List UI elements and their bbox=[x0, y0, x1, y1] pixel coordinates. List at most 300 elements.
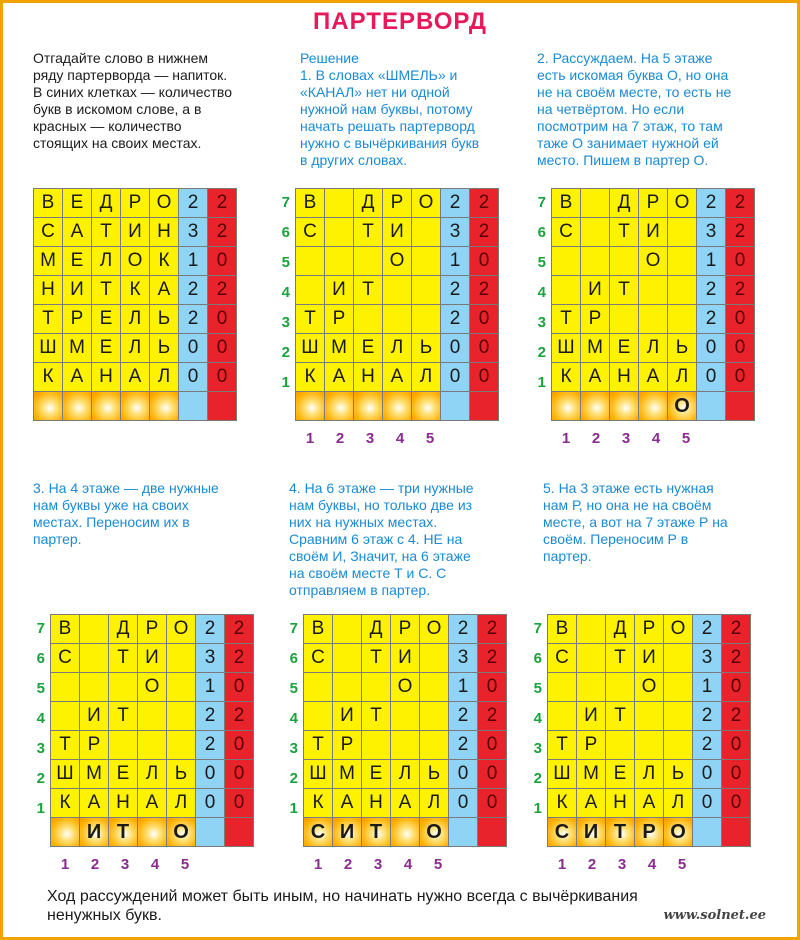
website-link[interactable]: www.solnet.ee bbox=[663, 908, 766, 923]
blue-count-cell: 0 bbox=[697, 334, 726, 363]
floor-label: 3 bbox=[533, 740, 542, 757]
letter-cell bbox=[668, 305, 697, 334]
parter-cell bbox=[552, 392, 581, 421]
floor-row bbox=[34, 189, 237, 218]
position-labels bbox=[551, 430, 701, 447]
blue-count-cell: 0 bbox=[179, 334, 208, 363]
letter-cell: И bbox=[138, 644, 167, 673]
red-count-cell: 2 bbox=[726, 189, 755, 218]
floor-label: 2 bbox=[537, 344, 546, 361]
letter-cell bbox=[354, 247, 383, 276]
letter-cell: И bbox=[577, 702, 606, 731]
letter-cell: В bbox=[552, 189, 581, 218]
letter-cell: Д bbox=[362, 615, 391, 644]
floor-row bbox=[51, 673, 254, 702]
letter-cell: Т bbox=[109, 644, 138, 673]
floor-label: 6 bbox=[281, 224, 290, 241]
letter-cell: Т bbox=[610, 276, 639, 305]
blue-count-cell: 2 bbox=[697, 305, 726, 334]
letter-cell: Л bbox=[121, 305, 150, 334]
letter-cell: Е bbox=[92, 305, 121, 334]
letter-cell: Л bbox=[383, 334, 412, 363]
letter-cell: О bbox=[150, 189, 179, 218]
letter-cell: Д bbox=[109, 615, 138, 644]
floor-labels bbox=[526, 188, 546, 398]
letter-cell bbox=[668, 247, 697, 276]
blue-count-cell: 3 bbox=[697, 218, 726, 247]
letter-cell bbox=[51, 702, 80, 731]
blue-count-cell: 3 bbox=[693, 644, 722, 673]
floor-label: 4 bbox=[281, 284, 290, 301]
position-labels bbox=[50, 856, 200, 873]
letter-cell: Н bbox=[354, 363, 383, 392]
floor-label: 5 bbox=[289, 680, 298, 697]
red-count-cell: 0 bbox=[225, 731, 254, 760]
blue-count-cell: 0 bbox=[179, 363, 208, 392]
letter-cell: Т bbox=[552, 305, 581, 334]
red-count-cell: 0 bbox=[726, 247, 755, 276]
floor-label: 6 bbox=[533, 650, 542, 667]
letter-cell: Е bbox=[354, 334, 383, 363]
floor-row bbox=[34, 218, 237, 247]
parter-row bbox=[51, 818, 254, 847]
parter-row bbox=[552, 392, 755, 421]
floor-row bbox=[34, 334, 237, 363]
red-count-cell: 0 bbox=[208, 334, 237, 363]
position-label: 3 bbox=[373, 856, 383, 873]
floor-label: 3 bbox=[289, 740, 298, 757]
parter-cell: С bbox=[304, 818, 333, 847]
letter-cell: С bbox=[304, 644, 333, 673]
letter-cell: Н bbox=[150, 218, 179, 247]
position-label: 2 bbox=[343, 856, 353, 873]
letter-cell bbox=[412, 218, 441, 247]
position-label: 1 bbox=[561, 430, 571, 447]
floor-labels bbox=[278, 614, 298, 824]
blue-count-cell: 3 bbox=[449, 644, 478, 673]
floor-row bbox=[548, 731, 751, 760]
letter-cell: Ь bbox=[150, 305, 179, 334]
floor-label: 6 bbox=[537, 224, 546, 241]
letter-cell: Н bbox=[109, 789, 138, 818]
position-label: 4 bbox=[395, 430, 405, 447]
letter-cell: Р bbox=[577, 731, 606, 760]
floor-row bbox=[34, 276, 237, 305]
letter-cell: Т bbox=[548, 731, 577, 760]
parter-row bbox=[548, 818, 751, 847]
letter-cell: М bbox=[333, 760, 362, 789]
letter-cell: Е bbox=[92, 334, 121, 363]
letter-cell: О bbox=[138, 673, 167, 702]
letter-cell: И bbox=[80, 702, 109, 731]
letter-cell bbox=[610, 305, 639, 334]
red-count-cell: 2 bbox=[722, 615, 751, 644]
floor-label: 7 bbox=[533, 620, 542, 637]
floor-row bbox=[51, 789, 254, 818]
letter-cell bbox=[581, 247, 610, 276]
red-count-cell: 2 bbox=[225, 615, 254, 644]
blue-count-cell: 2 bbox=[449, 615, 478, 644]
floor-labels bbox=[522, 614, 542, 824]
position-label: 5 bbox=[425, 430, 435, 447]
floor-row bbox=[548, 760, 751, 789]
letter-cell: Р bbox=[391, 615, 420, 644]
blue-count-cell: 0 bbox=[693, 789, 722, 818]
letter-cell: Л bbox=[121, 334, 150, 363]
letter-cell: Р bbox=[333, 731, 362, 760]
parter-cell: О bbox=[167, 818, 196, 847]
floor-label: 3 bbox=[36, 740, 45, 757]
floor-row bbox=[548, 644, 751, 673]
letter-cell: О bbox=[635, 673, 664, 702]
letter-cell: А bbox=[63, 363, 92, 392]
blue-count-cell: 2 bbox=[196, 731, 225, 760]
floor-row bbox=[304, 702, 507, 731]
letter-cell: Ь bbox=[412, 334, 441, 363]
blue-count-cell: 0 bbox=[441, 334, 470, 363]
letter-cell: О bbox=[420, 615, 449, 644]
position-label: 2 bbox=[587, 856, 597, 873]
letter-cell: Р bbox=[63, 305, 92, 334]
letter-cell: Ш bbox=[34, 334, 63, 363]
floor-label: 2 bbox=[36, 770, 45, 787]
letter-cell: Л bbox=[167, 789, 196, 818]
letter-cell: И bbox=[639, 218, 668, 247]
letter-cell: А bbox=[391, 789, 420, 818]
red-count-cell: 2 bbox=[470, 218, 499, 247]
position-label: 4 bbox=[647, 856, 657, 873]
floor-label: 4 bbox=[533, 710, 542, 727]
letter-cell bbox=[420, 673, 449, 702]
red-count-cell: 0 bbox=[470, 305, 499, 334]
blue-count-cell: 1 bbox=[693, 673, 722, 702]
letter-cell: К bbox=[548, 789, 577, 818]
letter-cell bbox=[109, 673, 138, 702]
blue-count-cell: 3 bbox=[196, 644, 225, 673]
position-label: 5 bbox=[677, 856, 687, 873]
blue-count-cell: 3 bbox=[179, 218, 208, 247]
letter-cell: А bbox=[333, 789, 362, 818]
partervord-grid bbox=[50, 614, 254, 847]
letter-cell bbox=[325, 189, 354, 218]
position-label: 1 bbox=[305, 430, 315, 447]
letter-cell bbox=[296, 276, 325, 305]
letter-cell: Н bbox=[610, 363, 639, 392]
parter-cell bbox=[63, 392, 92, 421]
floor-row bbox=[34, 305, 237, 334]
blue-count-cell: 1 bbox=[196, 673, 225, 702]
letter-cell: О bbox=[383, 247, 412, 276]
parter-cell: И bbox=[333, 818, 362, 847]
position-label: 4 bbox=[651, 430, 661, 447]
red-count-cell: 2 bbox=[478, 615, 507, 644]
blue-count-cell: 2 bbox=[697, 276, 726, 305]
floor-row bbox=[552, 305, 755, 334]
letter-cell: Р bbox=[639, 189, 668, 218]
red-count-cell: 0 bbox=[470, 334, 499, 363]
parter-cell bbox=[391, 818, 420, 847]
floor-row bbox=[552, 363, 755, 392]
letter-cell: Л bbox=[412, 363, 441, 392]
blue-count-cell: 0 bbox=[449, 760, 478, 789]
blue-empty-cell bbox=[196, 818, 225, 847]
letter-cell bbox=[577, 644, 606, 673]
letter-cell: Ь bbox=[150, 334, 179, 363]
floor-label: 2 bbox=[281, 344, 290, 361]
letter-cell: В bbox=[51, 615, 80, 644]
floor-label: 4 bbox=[537, 284, 546, 301]
letter-cell: Т bbox=[51, 731, 80, 760]
letter-cell bbox=[304, 702, 333, 731]
letter-cell bbox=[668, 218, 697, 247]
parter-cell bbox=[121, 392, 150, 421]
parter-cell bbox=[610, 392, 639, 421]
floor-row bbox=[304, 731, 507, 760]
letter-cell bbox=[635, 731, 664, 760]
red-count-cell: 2 bbox=[726, 276, 755, 305]
letter-cell: О bbox=[639, 247, 668, 276]
letter-cell: Т bbox=[34, 305, 63, 334]
letter-cell: Р bbox=[80, 731, 109, 760]
letter-cell: Р bbox=[635, 615, 664, 644]
letter-cell: С bbox=[548, 644, 577, 673]
letter-cell bbox=[167, 644, 196, 673]
floor-row bbox=[304, 644, 507, 673]
red-count-cell: 2 bbox=[208, 189, 237, 218]
position-labels bbox=[303, 856, 453, 873]
red-empty-cell bbox=[478, 818, 507, 847]
letter-cell bbox=[420, 702, 449, 731]
parter-cell bbox=[150, 392, 179, 421]
parter-cell bbox=[325, 392, 354, 421]
letter-cell: Е bbox=[63, 247, 92, 276]
parter-cell bbox=[34, 392, 63, 421]
red-count-cell: 2 bbox=[470, 276, 499, 305]
floor-label: 2 bbox=[533, 770, 542, 787]
letter-cell: Т bbox=[362, 702, 391, 731]
floor-row bbox=[51, 644, 254, 673]
letter-cell bbox=[362, 731, 391, 760]
blue-empty-cell bbox=[693, 818, 722, 847]
letter-cell bbox=[639, 276, 668, 305]
blue-count-cell: 2 bbox=[449, 731, 478, 760]
letter-cell bbox=[577, 615, 606, 644]
letter-cell bbox=[610, 247, 639, 276]
letter-cell bbox=[581, 189, 610, 218]
letter-cell: К bbox=[51, 789, 80, 818]
floor-row bbox=[51, 702, 254, 731]
red-count-cell: 0 bbox=[225, 760, 254, 789]
letter-cell: Н bbox=[34, 276, 63, 305]
floor-row bbox=[552, 334, 755, 363]
step-5-text: 5. На 3 этаже есть нужная нам Р, но она не на своём месте, а вот на 7 этаже Р на своём. Переносим Р в партер. bbox=[543, 480, 728, 564]
floor-label: 7 bbox=[281, 194, 290, 211]
letter-cell: О bbox=[167, 615, 196, 644]
floor-row bbox=[548, 702, 751, 731]
floor-row bbox=[548, 615, 751, 644]
letter-cell bbox=[167, 702, 196, 731]
letter-cell bbox=[420, 644, 449, 673]
parter-cell bbox=[581, 392, 610, 421]
letter-cell: Р bbox=[138, 615, 167, 644]
letter-cell: А bbox=[581, 363, 610, 392]
letter-cell bbox=[333, 673, 362, 702]
blue-count-cell: 2 bbox=[441, 305, 470, 334]
blue-empty-cell bbox=[179, 392, 208, 421]
letter-cell: Р bbox=[581, 305, 610, 334]
letter-cell: С bbox=[34, 218, 63, 247]
letter-cell: Т bbox=[354, 276, 383, 305]
letter-cell: С bbox=[296, 218, 325, 247]
floor-row bbox=[296, 218, 499, 247]
red-count-cell: 2 bbox=[208, 276, 237, 305]
position-label: 3 bbox=[617, 856, 627, 873]
letter-cell: Н bbox=[92, 363, 121, 392]
floor-label: 5 bbox=[281, 254, 290, 271]
letter-cell: Л bbox=[420, 789, 449, 818]
letter-cell: Е bbox=[362, 760, 391, 789]
letter-cell: А bbox=[121, 363, 150, 392]
red-count-cell: 2 bbox=[722, 702, 751, 731]
floor-label: 1 bbox=[289, 800, 298, 817]
partervord-grid bbox=[303, 614, 507, 847]
letter-cell: А bbox=[150, 276, 179, 305]
letter-cell bbox=[80, 673, 109, 702]
letter-cell: А bbox=[577, 789, 606, 818]
letter-cell bbox=[548, 702, 577, 731]
blue-count-cell: 2 bbox=[693, 615, 722, 644]
red-count-cell: 0 bbox=[470, 363, 499, 392]
red-count-cell: 2 bbox=[478, 702, 507, 731]
letter-cell bbox=[80, 644, 109, 673]
blue-count-cell: 2 bbox=[179, 305, 208, 334]
letter-cell bbox=[664, 644, 693, 673]
red-count-cell: 0 bbox=[722, 789, 751, 818]
blue-count-cell: 1 bbox=[179, 247, 208, 276]
red-count-cell: 0 bbox=[478, 673, 507, 702]
floor-label: 4 bbox=[289, 710, 298, 727]
letter-cell: А bbox=[635, 789, 664, 818]
blue-count-cell: 0 bbox=[449, 789, 478, 818]
letter-cell bbox=[668, 276, 697, 305]
letter-cell bbox=[577, 673, 606, 702]
position-label: 4 bbox=[150, 856, 160, 873]
red-count-cell: 2 bbox=[478, 644, 507, 673]
letter-cell bbox=[333, 644, 362, 673]
letter-cell: С bbox=[552, 218, 581, 247]
letter-cell bbox=[548, 673, 577, 702]
letter-cell bbox=[635, 702, 664, 731]
blue-count-cell: 2 bbox=[693, 731, 722, 760]
blue-count-cell: 2 bbox=[179, 276, 208, 305]
letter-cell bbox=[325, 218, 354, 247]
letter-cell bbox=[138, 702, 167, 731]
letter-cell bbox=[354, 305, 383, 334]
position-label: 2 bbox=[335, 430, 345, 447]
blue-count-cell: 2 bbox=[449, 702, 478, 731]
blue-empty-cell bbox=[697, 392, 726, 421]
step-3-text: 3. На 4 этаже — две нужные нам буквы уже на своих местах. Переносим их в партер. bbox=[33, 480, 219, 547]
letter-cell bbox=[664, 702, 693, 731]
red-empty-cell bbox=[208, 392, 237, 421]
position-label: 5 bbox=[180, 856, 190, 873]
blue-count-cell: 1 bbox=[449, 673, 478, 702]
letter-cell: Т bbox=[362, 644, 391, 673]
parter-cell bbox=[354, 392, 383, 421]
letter-cell bbox=[606, 731, 635, 760]
letter-cell: Н bbox=[606, 789, 635, 818]
position-label: 2 bbox=[90, 856, 100, 873]
letter-cell: О bbox=[121, 247, 150, 276]
floor-row bbox=[552, 218, 755, 247]
red-count-cell: 2 bbox=[726, 218, 755, 247]
floor-row bbox=[552, 189, 755, 218]
floor-row bbox=[296, 189, 499, 218]
parter-cell: О bbox=[664, 818, 693, 847]
letter-cell: Т bbox=[610, 218, 639, 247]
letter-cell: Т bbox=[92, 218, 121, 247]
letter-cell bbox=[167, 673, 196, 702]
red-count-cell: 2 bbox=[722, 644, 751, 673]
parter-cell: С bbox=[548, 818, 577, 847]
position-labels bbox=[295, 430, 445, 447]
letter-cell: Д bbox=[92, 189, 121, 218]
letter-cell bbox=[296, 247, 325, 276]
blue-count-cell: 3 bbox=[441, 218, 470, 247]
partervord-grid bbox=[547, 614, 751, 847]
letter-cell bbox=[325, 247, 354, 276]
position-label: 3 bbox=[365, 430, 375, 447]
letter-cell: Р bbox=[383, 189, 412, 218]
blue-count-cell: 1 bbox=[441, 247, 470, 276]
step-4-text: 4. На 6 этаже — три нужные нам буквы, но только две из них на нужных местах. Сравним 6 этаж с 4. НЕ на своём И, Значит, на 6 этаже на своём месте Т и С. С отправляем в партер. bbox=[289, 480, 474, 598]
partervord-grid bbox=[33, 188, 237, 421]
letter-cell: Н bbox=[362, 789, 391, 818]
floor-row bbox=[296, 305, 499, 334]
letter-cell: М bbox=[577, 760, 606, 789]
letter-cell: А bbox=[325, 363, 354, 392]
parter-row bbox=[296, 392, 499, 421]
blue-count-cell: 1 bbox=[697, 247, 726, 276]
red-count-cell: 0 bbox=[726, 334, 755, 363]
red-count-cell: 2 bbox=[470, 189, 499, 218]
letter-cell: Т bbox=[606, 644, 635, 673]
position-label: 4 bbox=[403, 856, 413, 873]
position-label: 3 bbox=[621, 430, 631, 447]
letter-cell bbox=[391, 731, 420, 760]
letter-cell: Л bbox=[92, 247, 121, 276]
letter-cell: К bbox=[552, 363, 581, 392]
red-count-cell: 0 bbox=[478, 731, 507, 760]
letter-cell: Ь bbox=[668, 334, 697, 363]
partervord-grid bbox=[295, 188, 499, 421]
floor-row bbox=[304, 789, 507, 818]
parter-cell: И bbox=[80, 818, 109, 847]
letter-cell: М bbox=[325, 334, 354, 363]
floor-row bbox=[34, 363, 237, 392]
letter-cell: Е bbox=[610, 334, 639, 363]
letter-cell: К bbox=[34, 363, 63, 392]
letter-cell bbox=[167, 731, 196, 760]
red-count-cell: 0 bbox=[478, 789, 507, 818]
letter-cell: М bbox=[80, 760, 109, 789]
red-count-cell: 0 bbox=[208, 305, 237, 334]
letter-cell: Д bbox=[610, 189, 639, 218]
position-label: 1 bbox=[60, 856, 70, 873]
blue-count-cell: 0 bbox=[441, 363, 470, 392]
letter-cell bbox=[362, 673, 391, 702]
letter-cell: Д bbox=[606, 615, 635, 644]
